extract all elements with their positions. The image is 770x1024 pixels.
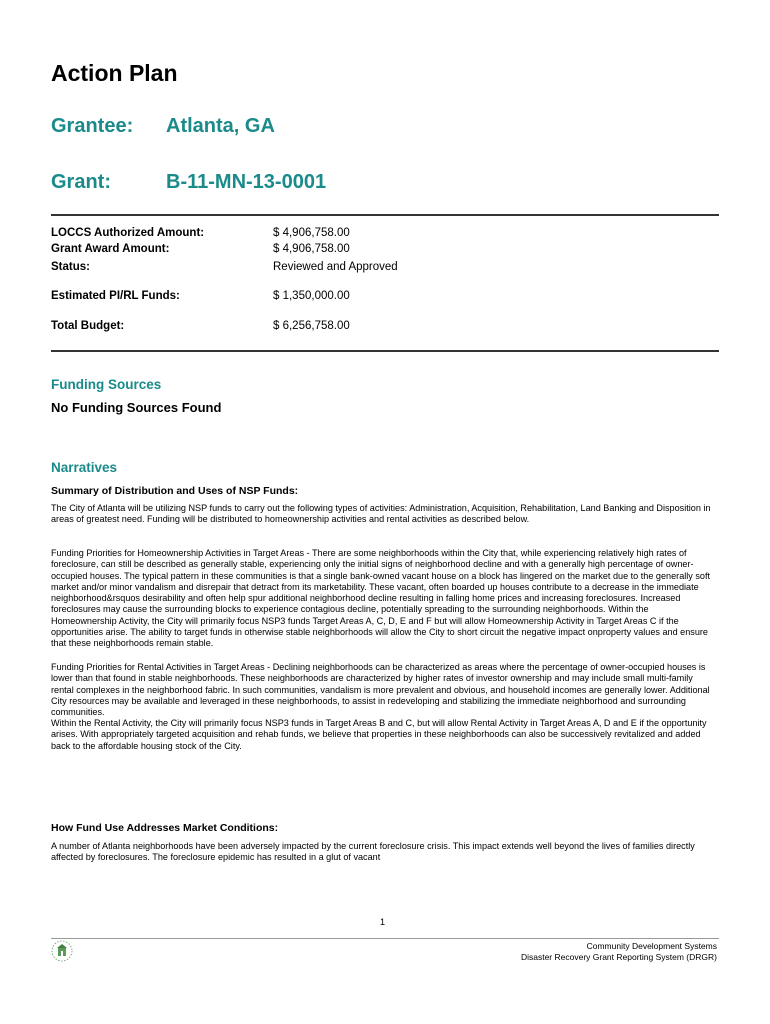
status-value: Reviewed and Approved [273,261,398,273]
summary-paragraph-1: The City of Atlanta will be utilizing NSP funds to carry out the following types of activities: Administration, Acquisition, Rehabilitation, Land Banking and Disposition in areas of greatest need. Funding will be distributed to homeownership activities and rental activities as described below. [51,503,711,525]
award-row [51,243,350,255]
narratives-heading: Narratives [51,460,118,475]
hud-seal-icon [51,940,73,962]
status-label: Status: [51,261,90,273]
funding-sources-heading: Funding Sources [51,377,162,392]
pirl-value: $ 1,350,000.00 [273,290,350,302]
loccs-label: LOCCS Authorized Amount: [51,227,205,239]
market-conditions-paragraph: A number of Atlanta neighborhoods have been adversely impacted by the current foreclosure crisis. This impact extends well beyond the lives of families directly affected by foreclosures. The foreclosure epidemic has resulted in a glut of vacant [51,841,695,863]
award-value: $ 4,906,758.00 [273,243,350,255]
bottom-divider [51,350,719,352]
total-label: Total Budget: [51,320,125,332]
grantee-label: Grantee: [51,115,134,137]
grantee-row [51,115,275,138]
status-row [51,261,398,273]
no-funding-sources-text: No Funding Sources Found [51,400,222,415]
summary-heading: Summary of Distribution and Uses of NSP Funds: [51,485,299,497]
pirl-row [51,290,350,302]
grant-value: B-11-MN-13-0001 [166,171,327,193]
footer-system-info [521,941,717,963]
total-value: $ 6,256,758.00 [273,320,350,332]
top-divider [51,214,719,216]
award-label: Grant Award Amount: [51,243,170,255]
footer-line-2: Disaster Recovery Grant Reporting System (DRGR) [520,952,717,962]
grantee-value: Atlanta, GA [166,115,275,137]
footer-divider [51,938,719,939]
summary-paragraph-2: Funding Priorities for Homeownership Activities in Target Areas - There are some neighborhoods within the City that, while experiencing relatively high rates of foreclosure, can still be described as generally stable, experiencing only the initial signs of neighborhood decline and with a generally high percentage of owner-occupied houses. The typical pattern in these communities is that a single bank-owned vacant house on a block has lingered on the market due to the generally soft market and/or minor vandalism and disrepair that detract from its marketability. These vacant, often boarded up houses contribute to a decrease in the immediate neighborhood&rsquos desirability and often help spur additional neighborhood decline resulting in falling home prices and increasing foreclosures. Increased foreclosures may cause the surrounding blocks to experience contagious decline, potentially spreading to the surrounding neighborhoods. Within the Homeownership Activity, the City will primarily focus NSP3 funds Target Areas A, C, D, E and F but will allow Homeownership Activity in Target Areas C if the opportunities arise. The ability to target funds in otherwise stable neighborhoods will allow the City to short circuit the negative impact onproperty values and ensure that these neighborhoods remain stable. [51,548,711,649]
market-conditions-heading: How Fund Use Addresses Market Conditions: [51,822,279,834]
footer-line-1: Community Development Systems [586,941,717,951]
pirl-label: Estimated PI/RL Funds: [51,290,180,302]
loccs-value: $ 4,906,758.00 [273,227,350,239]
loccs-row [51,227,350,239]
page-title: Action Plan [51,60,178,86]
summary-paragraph-4: Within the Rental Activity, the City will primarily focus NSP3 funds in Target Areas B and C, but will allow Rental Activity in Target Areas A, D and E if the opportunity arises. With appropriately targeted acquisition and rehab funds, we believe that properties in these neighborhoods can also be successively revitalized and added back to the affordable housing stock of the City. [51,718,707,751]
page-number: 1 [380,917,386,927]
summary-paragraph-3: Funding Priorities for Rental Activities in Target Areas - Declining neighborhoods can be characterized as areas where the percentage of owner-occupied houses is lower than that found in stable neighborhoods. These neighborhoods are characterized by higher rates of investor ownership and may include small multi-family rental complexes in the neighborhood fabric. In such communities, vandalism is more prevalent and obvious, and household incomes are generally lower. Additional City resources may be available and leveraged in these neighborhoods, to assist in redeveloping and stabilizing the immediate neighborhood and surrounding communities. [51,662,710,718]
grant-row [51,171,326,194]
grant-label: Grant: [51,171,111,193]
total-row [51,320,350,332]
